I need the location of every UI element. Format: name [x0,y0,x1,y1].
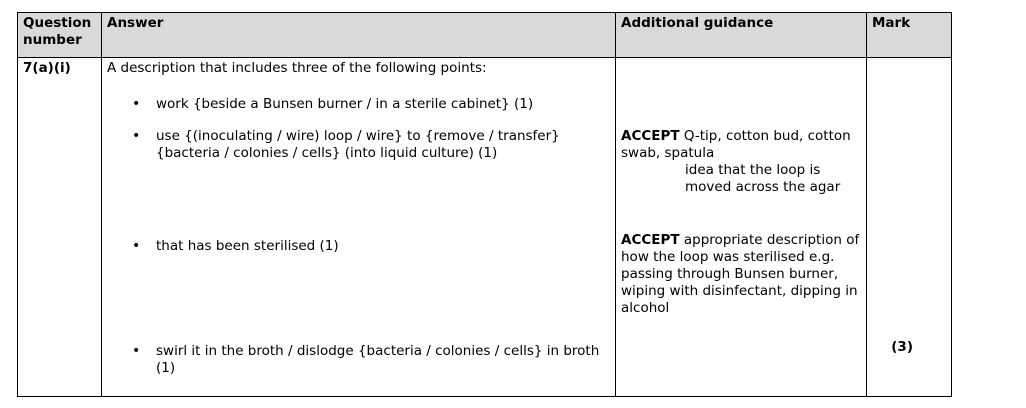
answer-cell [102,58,616,397]
mark-value: (3) [891,339,913,355]
header-mark: Mark [867,13,952,58]
bullet-icon: • [132,96,141,112]
guidance-item-2 [621,232,863,317]
guidance-cell [616,58,867,397]
guidance-text: Q-tip, cotton bud, cotton swab, spatula [621,128,851,161]
answer-point-1 [132,96,612,113]
bullet-icon: • [132,343,141,359]
question-number: 7(a)(i) [23,60,71,76]
guidance-extra: idea that the loop is moved across the agar [685,162,841,195]
guidance-item-1 [621,128,863,196]
header-answer: Answer [102,13,616,58]
answer-point-4 [132,343,612,377]
answer-point-text: swirl it in the broth / dislodge {bacteria / colonies / cells} in broth (1) [156,343,600,376]
answer-point-3 [132,238,612,255]
answer-point-text: work {beside a Bunsen burner / in a sterile cabinet} (1) [156,96,534,112]
bullet-icon: • [132,128,141,144]
answer-point-text: use {(inoculating / wire) loop / wire} to {remove / transfer} {bacteria / colonies / cells} (into liquid culture) (1) [156,128,560,161]
mark-scheme-table [17,12,952,397]
answer-point-text: that has been sterilised (1) [156,238,339,254]
guidance-text: appropriate description of how the loop was sterilised e.g. passing through Bunsen burner, wiping with disinfectant, dipping in alcohol [621,232,860,316]
bullet-icon: • [132,238,141,254]
table-header-row [18,13,952,58]
guidance-keyword: ACCEPT [621,128,680,144]
table-row [18,58,952,397]
question-number-cell [18,58,102,397]
header-question-number: Question number [18,13,102,58]
answer-intro: A description that includes three of the following points: [107,60,487,76]
header-additional-guidance: Additional guidance [616,13,867,58]
guidance-keyword: ACCEPT [621,232,680,248]
answer-point-2 [132,128,612,162]
mark-cell [867,58,952,397]
